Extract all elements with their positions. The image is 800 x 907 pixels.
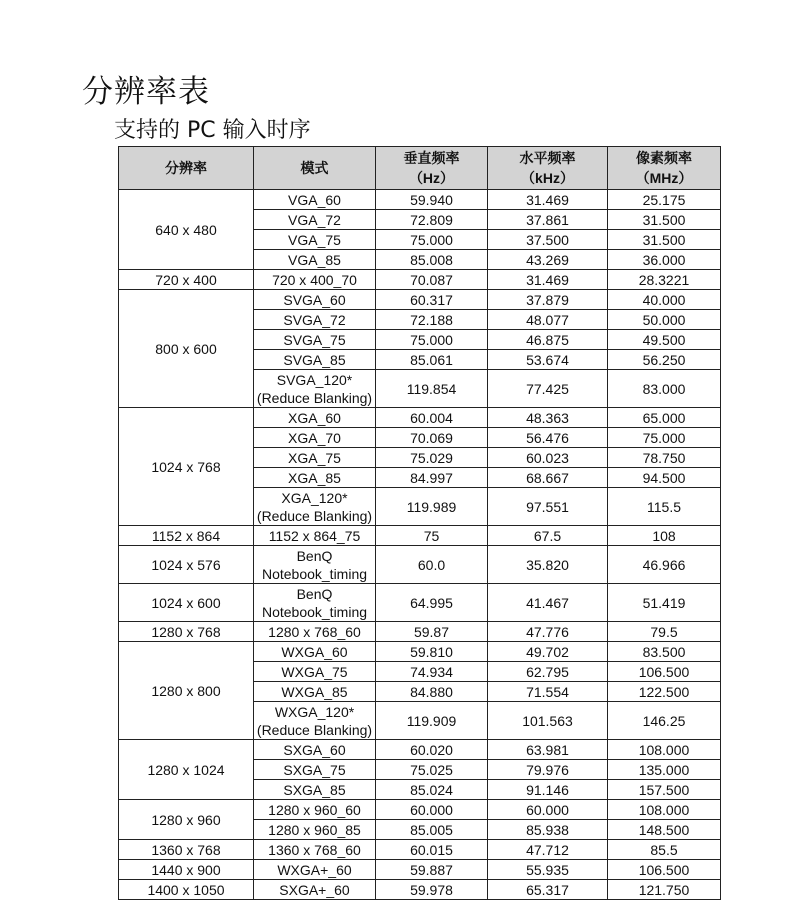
resolution-cell: 1440 x 900	[119, 860, 254, 880]
mode-cell	[254, 370, 376, 408]
horizontal-frequency-cell: 68.667	[488, 468, 608, 488]
resolution-cell: 640 x 480	[119, 190, 254, 270]
pixel-frequency-cell: 83.500	[608, 642, 721, 662]
mode-text: 1360 x 768_60	[268, 841, 361, 858]
horizontal-frequency-cell: 97.551	[488, 488, 608, 526]
header-text: 水平频率	[519, 150, 576, 166]
mode-text: 1280 x 960_85	[268, 821, 361, 838]
mode-text: XGA_60	[288, 409, 341, 426]
mode-text: SVGA_72	[283, 311, 346, 328]
mode-cell	[254, 270, 376, 290]
mode-text: VGA_60	[288, 191, 341, 208]
pixel-frequency-cell: 78.750	[608, 448, 721, 468]
table-row	[119, 880, 721, 900]
mode-cell	[254, 682, 376, 702]
horizontal-frequency-cell: 65.317	[488, 880, 608, 900]
resolution-cell: 720 x 400	[119, 270, 254, 290]
vertical-frequency-cell: 72.188	[376, 310, 488, 330]
mode-text: XGA_70	[288, 429, 341, 446]
pixel-frequency-cell: 75.000	[608, 428, 721, 448]
mode-text: 720 x 400_70	[272, 271, 357, 288]
mode-cell	[254, 780, 376, 800]
mode-text: SVGA_60	[283, 291, 346, 308]
horizontal-frequency-cell: 71.554	[488, 682, 608, 702]
mode-text: SXGA_75	[283, 761, 346, 778]
resolution-cell: 1360 x 768	[119, 840, 254, 860]
mode-cell	[254, 880, 376, 900]
mode-text: Notebook_timing	[261, 565, 368, 582]
vertical-frequency-cell: 59.940	[376, 190, 488, 210]
table-row	[119, 526, 721, 546]
vertical-frequency-cell: 59.887	[376, 860, 488, 880]
mode-text: VGA_75	[288, 231, 341, 248]
pixel-frequency-cell: 83.000	[608, 370, 721, 408]
vertical-frequency-cell: 60.015	[376, 840, 488, 860]
pixel-frequency-cell: 40.000	[608, 290, 721, 310]
mode-text: XGA_120*	[281, 489, 348, 506]
table-header	[119, 147, 721, 190]
mode-text: (Reduce Blanking)	[256, 389, 373, 406]
horizontal-frequency-cell: 79.976	[488, 760, 608, 780]
pixel-frequency-cell: 31.500	[608, 210, 721, 230]
mode-cell	[254, 622, 376, 642]
table-row	[119, 840, 721, 860]
mode-cell	[254, 840, 376, 860]
header-text: 模式	[300, 160, 329, 176]
mode-text: XGA_85	[288, 469, 341, 486]
mode-text: WXGA_85	[281, 683, 348, 700]
pixel-frequency-cell: 31.500	[608, 230, 721, 250]
pixel-frequency-cell: 50.000	[608, 310, 721, 330]
pixel-frequency-cell: 79.5	[608, 622, 721, 642]
vertical-frequency-cell: 119.989	[376, 488, 488, 526]
pixel-frequency-cell: 28.3221	[608, 270, 721, 290]
header-pixel-frequency	[608, 147, 721, 190]
mode-text: 1152 x 864_75	[268, 527, 361, 544]
pixel-frequency-cell: 146.25	[608, 702, 721, 740]
vertical-frequency-cell: 64.995	[376, 584, 488, 622]
horizontal-frequency-cell: 31.469	[488, 270, 608, 290]
pixel-frequency-cell: 108.000	[608, 800, 721, 820]
table-row	[119, 740, 721, 760]
mode-cell	[254, 526, 376, 546]
pixel-frequency-cell: 56.250	[608, 350, 721, 370]
resolution-table	[118, 146, 721, 900]
pixel-frequency-cell: 94.500	[608, 468, 721, 488]
horizontal-frequency-cell: 37.879	[488, 290, 608, 310]
vertical-frequency-cell: 84.997	[376, 468, 488, 488]
pixel-frequency-cell: 36.000	[608, 250, 721, 270]
resolution-cell: 1400 x 1050	[119, 880, 254, 900]
mode-cell	[254, 468, 376, 488]
resolution-cell: 1024 x 768	[119, 408, 254, 526]
pixel-frequency-cell: 46.966	[608, 546, 721, 584]
mode-cell	[254, 860, 376, 880]
resolution-cell: 1280 x 1024	[119, 740, 254, 800]
horizontal-frequency-cell: 37.861	[488, 210, 608, 230]
page-title: 分辨率表	[82, 74, 210, 110]
resolution-cell: 800 x 600	[119, 290, 254, 408]
horizontal-frequency-cell: 41.467	[488, 584, 608, 622]
mode-text: BenQ	[296, 547, 333, 564]
table-row	[119, 584, 721, 622]
vertical-frequency-cell: 59.810	[376, 642, 488, 662]
vertical-frequency-cell: 59.87	[376, 622, 488, 642]
horizontal-frequency-cell: 31.469	[488, 190, 608, 210]
mode-cell	[254, 800, 376, 820]
mode-cell	[254, 702, 376, 740]
horizontal-frequency-cell: 60.000	[488, 800, 608, 820]
vertical-frequency-cell: 85.008	[376, 250, 488, 270]
section-subtitle: 支持的 PC 输入时序	[114, 118, 311, 143]
resolution-cell: 1024 x 576	[119, 546, 254, 584]
mode-cell	[254, 310, 376, 330]
pixel-frequency-cell: 51.419	[608, 584, 721, 622]
header-mode	[254, 147, 376, 190]
horizontal-frequency-cell: 47.776	[488, 622, 608, 642]
horizontal-frequency-cell: 48.077	[488, 310, 608, 330]
vertical-frequency-cell: 60.317	[376, 290, 488, 310]
mode-cell	[254, 330, 376, 350]
horizontal-frequency-cell: 53.674	[488, 350, 608, 370]
horizontal-frequency-cell: 77.425	[488, 370, 608, 408]
mode-text: VGA_72	[288, 211, 341, 228]
pixel-frequency-cell: 65.000	[608, 408, 721, 428]
mode-text: Notebook_timing	[261, 603, 368, 620]
vertical-frequency-cell: 84.880	[376, 682, 488, 702]
mode-text: (Reduce Blanking)	[256, 721, 373, 738]
vertical-frequency-cell: 85.024	[376, 780, 488, 800]
horizontal-frequency-cell: 49.702	[488, 642, 608, 662]
mode-cell	[254, 662, 376, 682]
resolution-cell: 1152 x 864	[119, 526, 254, 546]
horizontal-frequency-cell: 48.363	[488, 408, 608, 428]
vertical-frequency-cell: 70.069	[376, 428, 488, 448]
horizontal-frequency-cell: 101.563	[488, 702, 608, 740]
mode-cell	[254, 760, 376, 780]
pixel-frequency-cell: 25.175	[608, 190, 721, 210]
mode-text: WXGA+_60	[277, 861, 352, 878]
table-row	[119, 546, 721, 584]
horizontal-frequency-cell: 67.5	[488, 526, 608, 546]
mode-cell	[254, 448, 376, 468]
vertical-frequency-cell: 60.004	[376, 408, 488, 428]
horizontal-frequency-cell: 47.712	[488, 840, 608, 860]
mode-text: SVGA_75	[283, 331, 346, 348]
pixel-frequency-cell: 85.5	[608, 840, 721, 860]
mode-cell	[254, 740, 376, 760]
resolution-cell: 1280 x 800	[119, 642, 254, 740]
header-text: （Hz）	[408, 170, 455, 186]
vertical-frequency-cell: 70.087	[376, 270, 488, 290]
mode-text: SVGA_85	[283, 351, 346, 368]
mode-text: VGA_85	[288, 251, 341, 268]
table-row	[119, 800, 721, 820]
mode-text: (Reduce Blanking)	[256, 507, 373, 524]
resolution-cell: 1280 x 768	[119, 622, 254, 642]
horizontal-frequency-cell: 46.875	[488, 330, 608, 350]
pixel-frequency-cell: 106.500	[608, 662, 721, 682]
table-row	[119, 642, 721, 662]
mode-text: WXGA_75	[281, 663, 348, 680]
table-row	[119, 190, 721, 210]
mode-cell	[254, 642, 376, 662]
pixel-frequency-cell: 106.500	[608, 860, 721, 880]
vertical-frequency-cell: 60.0	[376, 546, 488, 584]
pixel-frequency-cell: 115.5	[608, 488, 721, 526]
mode-text: SVGA_120*	[276, 371, 353, 388]
mode-cell	[254, 190, 376, 210]
table-row	[119, 290, 721, 310]
mode-cell	[254, 408, 376, 428]
pixel-frequency-cell: 49.500	[608, 330, 721, 350]
vertical-frequency-cell: 119.909	[376, 702, 488, 740]
vertical-frequency-cell: 75.025	[376, 760, 488, 780]
mode-text: 1280 x 768_60	[268, 623, 361, 640]
mode-cell	[254, 820, 376, 840]
header-text: （kHz）	[521, 170, 574, 186]
mode-text: 1280 x 960_60	[268, 801, 361, 818]
mode-text: SXGA+_60	[279, 881, 350, 898]
mode-cell	[254, 250, 376, 270]
header-text: 像素频率	[636, 150, 692, 166]
vertical-frequency-cell: 75.029	[376, 448, 488, 468]
table-row	[119, 270, 721, 290]
table-body	[119, 190, 721, 900]
horizontal-frequency-cell: 91.146	[488, 780, 608, 800]
pixel-frequency-cell: 122.500	[608, 682, 721, 702]
header-text: （MHz）	[635, 170, 693, 186]
mode-cell	[254, 230, 376, 250]
mode-text: WXGA_120*	[274, 703, 355, 720]
horizontal-frequency-cell: 35.820	[488, 546, 608, 584]
mode-cell	[254, 488, 376, 526]
header-vertical-frequency	[376, 147, 488, 190]
vertical-frequency-cell: 119.854	[376, 370, 488, 408]
header-horizontal-frequency	[488, 147, 608, 190]
table-row	[119, 408, 721, 428]
header-resolution	[119, 147, 254, 190]
mode-text: SXGA_60	[283, 741, 346, 758]
vertical-frequency-cell: 72.809	[376, 210, 488, 230]
horizontal-frequency-cell: 63.981	[488, 740, 608, 760]
header-text: 分辨率	[165, 160, 207, 176]
vertical-frequency-cell: 60.000	[376, 800, 488, 820]
mode-cell	[254, 428, 376, 448]
horizontal-frequency-cell: 55.935	[488, 860, 608, 880]
pixel-frequency-cell: 121.750	[608, 880, 721, 900]
horizontal-frequency-cell: 85.938	[488, 820, 608, 840]
table-header-row	[119, 147, 721, 190]
vertical-frequency-cell: 74.934	[376, 662, 488, 682]
mode-text: SXGA_85	[283, 781, 346, 798]
resolution-cell: 1024 x 600	[119, 584, 254, 622]
pixel-frequency-cell: 108	[608, 526, 721, 546]
vertical-frequency-cell: 85.005	[376, 820, 488, 840]
mode-text: WXGA_60	[281, 643, 348, 660]
mode-cell	[254, 546, 376, 584]
pixel-frequency-cell: 135.000	[608, 760, 721, 780]
vertical-frequency-cell: 60.020	[376, 740, 488, 760]
vertical-frequency-cell: 85.061	[376, 350, 488, 370]
mode-cell	[254, 290, 376, 310]
vertical-frequency-cell: 75	[376, 526, 488, 546]
vertical-frequency-cell: 75.000	[376, 230, 488, 250]
pixel-frequency-cell: 148.500	[608, 820, 721, 840]
mode-text: BenQ	[296, 585, 333, 602]
mode-text: XGA_75	[288, 449, 341, 466]
header-text: 垂直频率	[403, 150, 460, 166]
vertical-frequency-cell: 75.000	[376, 330, 488, 350]
mode-cell	[254, 350, 376, 370]
horizontal-frequency-cell: 60.023	[488, 448, 608, 468]
horizontal-frequency-cell: 56.476	[488, 428, 608, 448]
horizontal-frequency-cell: 43.269	[488, 250, 608, 270]
mode-cell	[254, 584, 376, 622]
vertical-frequency-cell: 59.978	[376, 880, 488, 900]
horizontal-frequency-cell: 62.795	[488, 662, 608, 682]
mode-cell	[254, 210, 376, 230]
pixel-frequency-cell: 108.000	[608, 740, 721, 760]
resolution-cell: 1280 x 960	[119, 800, 254, 840]
table-row	[119, 622, 721, 642]
pixel-frequency-cell: 157.500	[608, 780, 721, 800]
horizontal-frequency-cell: 37.500	[488, 230, 608, 250]
table-row	[119, 860, 721, 880]
